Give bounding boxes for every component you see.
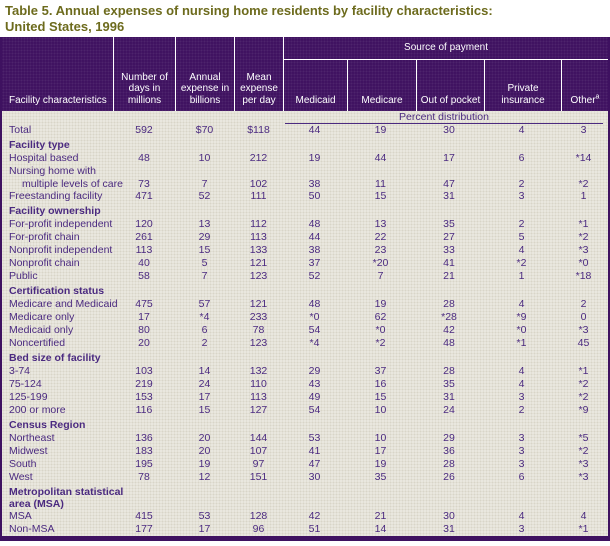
cell-value: 53 [308, 432, 321, 444]
cell-value: *1 [578, 523, 589, 535]
cell-value: 42 [443, 324, 455, 336]
cell-value: 40 [138, 257, 150, 269]
table-body-wrap [2, 111, 608, 536]
row-label: Medicare and Medicaid [9, 298, 118, 310]
column-header-medicaid: Medicaid [295, 94, 336, 106]
cell-value: 6 [518, 471, 525, 483]
section-header: Facility type [9, 139, 70, 151]
cell-value: 42 [308, 510, 321, 522]
cell-value: 31 [443, 391, 455, 403]
cell-value: *0 [578, 257, 589, 269]
cell-value: *9 [578, 404, 589, 416]
cell-value: 62 [374, 311, 387, 323]
row-label: Freestanding facility [9, 190, 103, 202]
cell-value: 14 [198, 365, 211, 377]
row-label: Medicare only [9, 311, 75, 323]
cell-value: 36 [443, 445, 455, 457]
expense-table [0, 37, 610, 541]
section-header-row [2, 205, 608, 218]
column-header-out-of-pocket: Out of pocket [416, 60, 484, 111]
table-row [2, 218, 608, 231]
cell-value: 3 [518, 458, 525, 470]
section-header-row [2, 419, 608, 432]
table-row [2, 270, 608, 283]
cell-value: *28 [441, 311, 457, 323]
cell-value: *3 [578, 471, 589, 483]
cell-value: 1 [518, 270, 525, 282]
cell-value: 29 [443, 432, 455, 444]
row-label: MSA [9, 510, 32, 522]
cell-value: 17 [198, 391, 211, 403]
cell-value: 78 [252, 324, 265, 336]
cell-value: 48 [443, 337, 455, 349]
cell-value: 5 [201, 257, 208, 269]
cell-value: 102 [249, 177, 268, 190]
cell-value: 22 [374, 231, 387, 243]
column-header-medicare: Medicare [347, 60, 416, 111]
cell-value: 35 [443, 378, 455, 390]
cell-value: 4 [518, 124, 525, 136]
section-header: Certification status [9, 285, 105, 297]
row-label: South [9, 458, 37, 470]
cell-value: 54 [308, 324, 321, 336]
table-header [2, 37, 608, 111]
cell-value: *1 [516, 337, 527, 349]
cell-value: *14 [575, 152, 592, 164]
cell-value: 123 [249, 337, 268, 349]
section-header-row [2, 285, 608, 298]
cell-value: 17 [374, 445, 387, 457]
cell-value: 2 [201, 337, 208, 349]
cell-value: 13 [198, 218, 211, 230]
cell-value: 54 [308, 404, 321, 416]
cell-value: 51 [308, 523, 321, 535]
cell-value: 20 [198, 445, 211, 457]
cell-value: 20 [138, 337, 150, 349]
table-row [2, 523, 608, 536]
cell-value: *9 [516, 311, 527, 323]
cell-value: 2 [580, 298, 587, 310]
cell-value: 233 [249, 311, 268, 323]
cell-value: 48 [308, 298, 321, 310]
table-row [2, 510, 608, 523]
cell-value: 13 [374, 218, 387, 230]
table-row [2, 391, 608, 404]
cell-value: 4 [518, 510, 525, 522]
cell-value: 183 [135, 445, 153, 457]
table-row [2, 231, 608, 244]
cell-value: *0 [516, 324, 527, 336]
cell-value: 112 [250, 218, 267, 230]
section-header-row [2, 139, 608, 152]
cell-value: 3 [518, 432, 525, 444]
table-row [2, 311, 608, 324]
row-label: Total [9, 124, 32, 136]
cell-value: 28 [443, 365, 455, 377]
cell-value: *2 [578, 391, 589, 403]
column-header-private-insurance: Private insurance [484, 60, 561, 111]
cell-value: 132 [249, 365, 268, 377]
cell-value: 31 [443, 190, 455, 202]
cell-value: 44 [308, 124, 321, 136]
cell-value: *2 [578, 445, 589, 457]
cell-value: 113 [135, 244, 153, 256]
cell-value: 15 [374, 391, 387, 403]
cell-value: 10 [374, 404, 387, 416]
table-title [0, 0, 610, 37]
table-row [2, 152, 608, 165]
cell-value: 20 [198, 432, 211, 444]
cell-value: 5 [518, 231, 525, 243]
cell-value: 26 [443, 471, 455, 483]
cell-value: 10 [374, 432, 387, 444]
cell-value: 53 [198, 510, 211, 522]
cell-value: *20 [372, 257, 389, 269]
row-label: Nonprofit independent [9, 244, 113, 256]
table-row [2, 124, 608, 137]
cell-value: 38 [308, 244, 321, 256]
section-header: Metropolitan statistical area (MSA) [9, 486, 124, 510]
column-header-annual-expense: Annual expense in billions [175, 37, 234, 111]
table-row [2, 404, 608, 417]
cell-value: 19 [308, 152, 321, 164]
cell-value: 15 [374, 190, 387, 202]
cell-value: *2 [375, 337, 386, 349]
cell-value: 50 [308, 190, 321, 202]
cell-value: 43 [308, 378, 321, 390]
cell-value: $70 [195, 124, 214, 136]
cell-value: *0 [309, 311, 320, 323]
cell-value: 30 [443, 510, 455, 522]
row-label: 200 or more [9, 404, 66, 416]
cell-value: 15 [198, 404, 211, 416]
cell-value: *2 [578, 231, 589, 243]
cell-value: 24 [443, 404, 455, 416]
table-row [2, 432, 608, 445]
cell-value: 30 [443, 124, 455, 136]
row-label: Nursing home with multiple levels of care [9, 165, 123, 190]
table-row [2, 165, 608, 190]
section-header: Census Region [9, 419, 86, 431]
table-row [2, 298, 608, 311]
cell-value: 415 [135, 510, 153, 522]
cell-value: 2 [518, 404, 525, 416]
cell-value: 151 [249, 471, 268, 483]
row-label: 125-199 [9, 391, 48, 403]
cell-value: 35 [443, 218, 455, 230]
cell-value: 15 [198, 244, 211, 256]
cell-value: 103 [135, 365, 153, 377]
cell-value: 73 [138, 177, 150, 190]
cell-value: 44 [374, 152, 387, 164]
cell-value: 48 [308, 218, 321, 230]
table-row [2, 337, 608, 350]
cell-value: 80 [138, 324, 150, 336]
cell-value: 110 [250, 378, 267, 390]
table-title-line1: Table 5. Annual expenses of nursing home residents by facility characteristics: [5, 3, 493, 18]
row-label: Public [9, 270, 38, 282]
cell-value: 14 [374, 523, 387, 535]
payment-group [283, 37, 608, 111]
cell-value: 3 [518, 523, 525, 535]
column-header-facility-characteristics: Facility characteristics [9, 94, 107, 106]
cell-value: $118 [247, 124, 270, 136]
row-label: West [9, 471, 33, 483]
cell-value: 17 [138, 311, 150, 323]
cell-value: 21 [443, 270, 455, 282]
cell-value: 261 [135, 231, 153, 243]
cell-value: *0 [375, 324, 386, 336]
row-label: Hospital based [9, 152, 79, 164]
cell-value: 41 [308, 445, 321, 457]
cell-value: 113 [250, 391, 267, 403]
table-row [2, 471, 608, 484]
cell-value: 3 [518, 391, 525, 403]
cell-value: 29 [308, 365, 321, 377]
cell-value: 37 [374, 365, 387, 377]
section-header-row [2, 352, 608, 365]
cell-value: 219 [135, 378, 153, 390]
cell-value: *1 [578, 365, 589, 377]
cell-value: 1 [580, 190, 587, 202]
cell-value: *2 [578, 177, 589, 190]
cell-value: 23 [374, 244, 387, 256]
cell-value: 10 [198, 152, 211, 164]
cell-value: 31 [443, 523, 455, 535]
cell-value: *1 [578, 218, 589, 230]
cell-value: 144 [249, 432, 268, 444]
cell-value: 4 [518, 298, 525, 310]
cell-value: 7 [201, 270, 208, 282]
cell-value: 6 [518, 152, 525, 164]
cell-value: 128 [249, 510, 268, 522]
cell-value: 116 [135, 404, 153, 416]
cell-value: 7 [377, 270, 384, 282]
section-header-row [2, 486, 608, 510]
cell-value: *3 [578, 458, 589, 470]
cell-value: *4 [309, 337, 320, 349]
cell-value: 19 [374, 298, 387, 310]
cell-value: 52 [198, 190, 211, 202]
cell-value: 123 [249, 270, 268, 282]
row-label: 75-124 [9, 378, 42, 390]
cell-value: 27 [443, 231, 455, 243]
cell-value: 58 [138, 270, 150, 282]
section-header: Bed size of facility [9, 352, 101, 364]
percent-distribution-label: Percent distribution [285, 111, 603, 124]
cell-value: *4 [199, 311, 210, 323]
cell-value: 3 [580, 124, 587, 136]
column-header-days-millions: Number of days in millions [113, 37, 175, 111]
cell-value: 17 [198, 523, 211, 535]
cell-value: 28 [443, 298, 455, 310]
cell-value: 6 [201, 324, 208, 336]
cell-value: 0 [580, 311, 587, 323]
cell-value: 107 [249, 445, 268, 457]
table-row [2, 445, 608, 458]
cell-value: 11 [375, 177, 386, 190]
cell-value: *2 [516, 257, 527, 269]
cell-value: 19 [374, 458, 387, 470]
row-label: Noncertified [9, 337, 66, 349]
cell-value: 47 [443, 177, 455, 190]
cell-value: 127 [249, 404, 268, 416]
cell-value: 471 [135, 190, 153, 202]
table-title-line2: United States, 1996 [5, 19, 125, 34]
cell-value: 45 [577, 337, 590, 349]
section-header: Facility ownership [9, 205, 101, 217]
cell-value: 96 [252, 523, 265, 535]
cell-value: 37 [308, 257, 321, 269]
cell-value: 21 [374, 510, 387, 522]
table-row [2, 378, 608, 391]
table-row [2, 365, 608, 378]
row-label: For-profit independent [9, 218, 113, 230]
cell-value: 195 [135, 458, 153, 470]
cell-value: 4 [580, 510, 587, 522]
cell-value: 30 [308, 471, 321, 483]
cell-value: 28 [443, 458, 455, 470]
cell-value: 38 [308, 177, 321, 190]
cell-value: 133 [249, 244, 268, 256]
cell-value: 2 [518, 177, 525, 190]
row-label: Nonprofit chain [9, 257, 80, 269]
percent-distribution-row [2, 111, 608, 124]
cell-value: 4 [518, 365, 525, 377]
cell-value: 29 [198, 231, 211, 243]
cell-value: 3 [518, 445, 525, 457]
cell-value: 97 [252, 458, 265, 470]
cell-value: *2 [578, 378, 589, 390]
other-footnote-marker: a [595, 93, 600, 101]
row-label: 3-74 [9, 365, 31, 377]
table-row [2, 244, 608, 257]
table-row [2, 458, 608, 471]
payment-columns [284, 60, 608, 111]
cell-value: 177 [135, 523, 153, 535]
row-label: Midwest [9, 445, 48, 457]
cell-value: *3 [578, 244, 589, 256]
cell-value: 35 [374, 471, 387, 483]
row-label: Non-MSA [9, 523, 55, 535]
column-header-other: Other$^a$ [561, 60, 608, 111]
cell-value: 153 [135, 391, 153, 403]
cell-value: 49 [308, 391, 321, 403]
cell-value: 52 [308, 270, 321, 282]
cell-value: *3 [578, 324, 589, 336]
row-label: Medicaid only [9, 324, 74, 336]
cell-value: 136 [135, 432, 153, 444]
cell-value: 120 [135, 218, 153, 230]
cell-value: 7 [201, 177, 208, 190]
cell-value: 475 [135, 298, 153, 310]
row-label: Northeast [9, 432, 55, 444]
cell-value: 41 [443, 257, 455, 269]
row-label: For-profit chain [9, 231, 80, 243]
cell-value: 592 [135, 124, 153, 136]
cell-value: 47 [308, 458, 321, 470]
cell-value: 57 [198, 298, 211, 310]
cell-value: 78 [138, 471, 150, 483]
cell-value: 111 [250, 190, 267, 202]
table-row [2, 324, 608, 337]
cell-value: 16 [374, 378, 387, 390]
cell-value: *5 [578, 432, 589, 444]
cell-value: 4 [518, 244, 525, 256]
cell-value: 12 [198, 471, 211, 483]
cell-value: *18 [575, 270, 592, 282]
cell-value: 2 [518, 218, 525, 230]
table-row [2, 190, 608, 203]
cell-value: 121 [249, 298, 268, 310]
cell-value: 113 [250, 231, 267, 243]
cell-value: 44 [308, 231, 321, 243]
table-row [2, 257, 608, 270]
cell-value: 19 [374, 124, 387, 136]
cell-value: 33 [443, 244, 455, 256]
payment-group-header: Source of payment [284, 37, 608, 60]
cell-value: 121 [249, 257, 268, 269]
cell-value: 24 [198, 378, 211, 390]
cell-value: 212 [249, 152, 268, 164]
cell-value: 4 [518, 378, 525, 390]
cell-value: 17 [443, 152, 455, 164]
cell-value: 48 [138, 152, 150, 164]
column-header-mean-expense: Mean expense per day [234, 37, 283, 111]
cell-value: 3 [518, 190, 525, 202]
cell-value: 19 [198, 458, 211, 470]
table-body [2, 124, 608, 536]
